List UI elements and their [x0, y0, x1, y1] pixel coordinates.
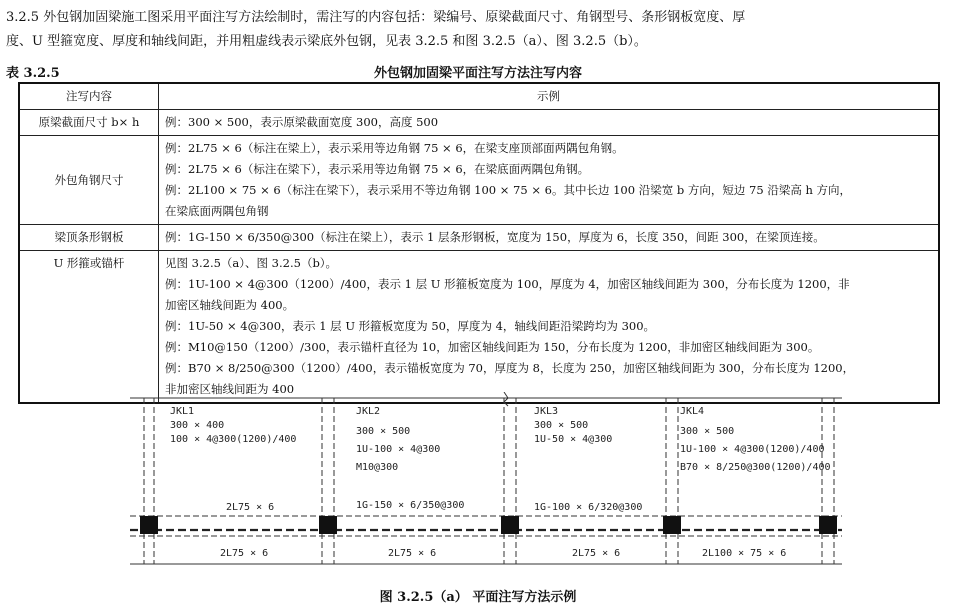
intro-paragraph [6, 6, 950, 54]
top-plate-label: 1G-150 × 6/350@300 [356, 500, 465, 511]
row-example [159, 225, 940, 251]
example-line: 在梁底面两隅包角钢 [165, 204, 269, 218]
example-line: 例：2L100 × 75 × 6（标注在梁下），表示采用不等边角钢 100 × 75 × 6。其中长边 100 沿梁宽 b 方向，短边 75 沿梁高 h 方向， [165, 183, 852, 197]
example-line: 例：1U-100 × 4@300（1200）/400，表示 1 层 U 形箍板宽度为 100，厚度为 4，加密区轴线间距为 300，分布长度为 1200，非 [165, 277, 850, 291]
table-header-row [19, 83, 939, 110]
beam-line: 100 × 4@300(1200)/400 [170, 434, 297, 445]
column-block [140, 516, 158, 534]
beam-line: M10@300 [356, 462, 399, 473]
header-example: 示例 [159, 83, 940, 110]
table-number: 表 3.2.5 [6, 66, 60, 81]
example-line: 例：2L75 × 6（标注在梁下），表示采用等边角钢 75 × 6，在梁底面两隅包角钢。 [165, 162, 590, 176]
top-steel-label: 2L75 × 6 [226, 502, 275, 513]
column-lines [144, 398, 834, 564]
table-row [19, 225, 939, 251]
example-line: 见图 3.2.5（a）、图 3.2.5（b）。 [165, 256, 338, 270]
beam-line: 300 × 500 [680, 426, 735, 437]
beam-name: JKL4 [680, 406, 705, 417]
example-line: 例：M10@150（1200）/300，表示锚杆直径为 10，加密区轴线间距为 150，分布长度为 1200，非加密区轴线间距为 300。 [165, 340, 820, 354]
table-row [19, 136, 939, 225]
example-line: 例：300 × 500，表示原梁截面宽度 300，高度 500 [165, 115, 439, 129]
table-title: 外包钢加固梁平面注写方法注写内容 [373, 66, 582, 81]
beam-name: JKL3 [534, 406, 559, 417]
beam-name: JKL1 [170, 406, 195, 417]
beam-line: 1U-50 × 4@300 [534, 434, 613, 445]
bottom-steel-label: 2L75 × 6 [572, 548, 621, 559]
beam-line: 300 × 400 [170, 420, 225, 431]
top-plate-label: 1G-100 × 6/320@300 [534, 502, 643, 513]
example-line: 例：1G-150 × 6/350@300（标注在梁上），表示 1 层条形钢板，宽度为 150，厚度为 6，长度 350，间距 300，在梁顶连接。 [165, 230, 825, 244]
row-example [159, 136, 940, 225]
beam-line: 1U-100 × 4@300 [356, 444, 441, 455]
row-label: U 形箍或锚杆 [19, 251, 159, 404]
beam-name: JKL2 [356, 406, 381, 417]
row-label: 原梁截面尺寸 b× h [19, 110, 159, 136]
bottom-steel-label: 2L100 × 75 × 6 [702, 548, 787, 559]
beam-plan-diagram [130, 392, 842, 582]
bottom-steel-label: 2L75 × 6 [220, 548, 269, 559]
table-row [19, 110, 939, 136]
example-line: 例：1U-50 × 4@300，表示 1 层 U 形箍板宽度为 50，厚度为 4，轴线间距沿梁跨均为 300。 [165, 319, 656, 333]
column-block [819, 516, 837, 534]
row-label: 外包角钢尺寸 [19, 136, 159, 225]
table-heading [6, 62, 950, 82]
example-line: 非加密区轴线间距为 400 [165, 382, 295, 396]
table-row [19, 251, 939, 404]
header-content: 注写内容 [19, 83, 159, 110]
intro-line-2: 度、U 型箍宽度、厚度和轴线间距，并用粗虚线表示梁底外包钢，见表 3.2.5 和图 3.2.5（a）、图 3.2.5（b）。 [6, 34, 647, 49]
row-label: 梁顶条形钢板 [19, 225, 159, 251]
column-block [663, 516, 681, 534]
beam-line: 300 × 500 [356, 426, 411, 437]
bottom-steel-label: 2L75 × 6 [388, 548, 437, 559]
example-line: 加密区轴线间距为 400。 [165, 298, 295, 312]
column-block [319, 516, 337, 534]
row-example [159, 251, 940, 404]
figure-caption: 图 3.2.5（a） 平面注写方法示例 [379, 590, 577, 605]
example-line: 例：B70 × 8/250@300（1200）/400，表示锚板宽度为 70，厚度为 8，长度为 250，加密区轴线间距为 300，分布长度为 1200， [165, 361, 855, 375]
beam-line: 300 × 500 [534, 420, 589, 431]
beam-line: B70 × 8/250@300(1200)/400 [680, 462, 831, 473]
break-symbol [504, 392, 508, 406]
row-example [159, 110, 940, 136]
beam-line: 1U-100 × 4@300(1200)/400 [680, 444, 825, 455]
intro-line-1: 3.2.5 外包钢加固梁施工图采用平面注写方法绘制时，需注写的内容包括：梁编号、原梁截面尺寸、角钢型号、条形钢板宽度、厚 [6, 10, 746, 25]
annotation-table [18, 82, 940, 404]
column-block [501, 516, 519, 534]
example-line: 例：2L75 × 6（标注在梁上），表示采用等边角钢 75 × 6，在梁支座顶部面两隅包角钢。 [165, 141, 624, 155]
